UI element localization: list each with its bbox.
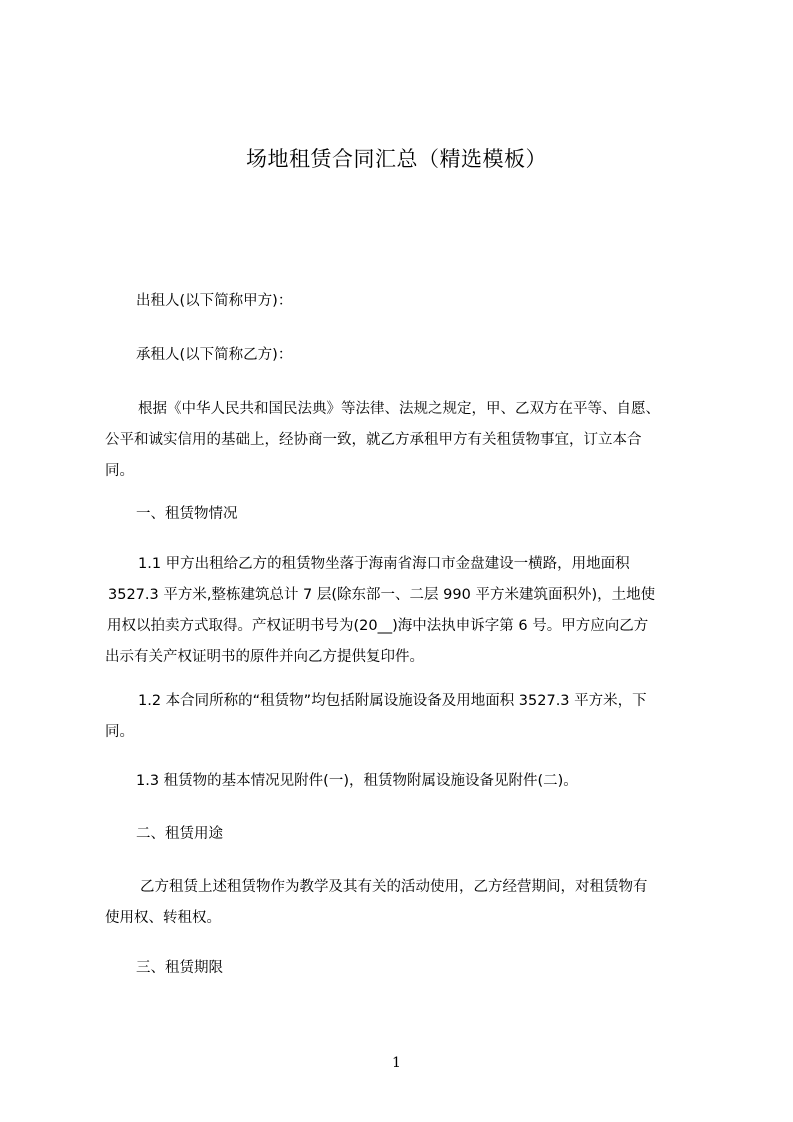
clause-1-3: 1.3 租赁物的基本情况见附件(一)，租赁物附属设施设备见附件(二)。 xyxy=(136,773,578,789)
section-2-heading: 二、租赁用途 xyxy=(136,826,223,842)
preamble-line: 公平和诚实信用的基础上，经协商一致，就乙方承租甲方有关租赁物事宜，订立本合 xyxy=(105,432,642,448)
clause-1-1-paragraph xyxy=(105,549,705,673)
clause-line: 同。 xyxy=(105,724,134,740)
body-line: 使用权、转租权。 xyxy=(105,910,221,926)
page-number: 1 xyxy=(392,1055,401,1071)
body-line: 乙方租赁上述租赁物作为教学及其有关的活动使用，乙方经营期间，对租赁物有 xyxy=(140,879,648,895)
preamble-line: 同。 xyxy=(105,463,134,479)
clause-line: 1.2 本合同所称的“租赁物”均包括附属设施设备及用地面积 3527.3 平方米，下 xyxy=(138,693,647,709)
clause-line: 出示有关产权证明书的原件并向乙方提供复印件。 xyxy=(105,649,424,665)
lessee-line: 承租人(以下简称乙方)： xyxy=(136,347,293,363)
clause-1-2-paragraph xyxy=(105,686,705,748)
clause-line: 用权以拍卖方式取得。产权证明书号为(20__)海中法执申诉字第 6 号。甲方应向乙方 xyxy=(107,618,649,634)
clause-line: 1.1 甲方出租给乙方的租赁物坐落于海南省海口市金盘建设一横路，用地面积 xyxy=(138,556,630,572)
clause-line: 3527.3 平方米,整栋建筑总计 7 层(除东部一、二层 990 平方米建筑面积外)，土地使 xyxy=(108,587,656,603)
section-1-heading: 一、租赁物情况 xyxy=(136,506,238,522)
preamble-paragraph xyxy=(105,394,705,487)
section-3-heading: 三、租赁期限 xyxy=(136,960,223,976)
section-2-body xyxy=(105,872,705,934)
document-title: 场地租赁合同汇总（精选模板） xyxy=(246,147,547,171)
preamble-line: 根据《中华人民共和国民法典》等法律、法规之规定，甲、乙双方在平等、自愿、 xyxy=(138,401,660,417)
lessor-line: 出租人(以下简称甲方)： xyxy=(136,293,293,309)
